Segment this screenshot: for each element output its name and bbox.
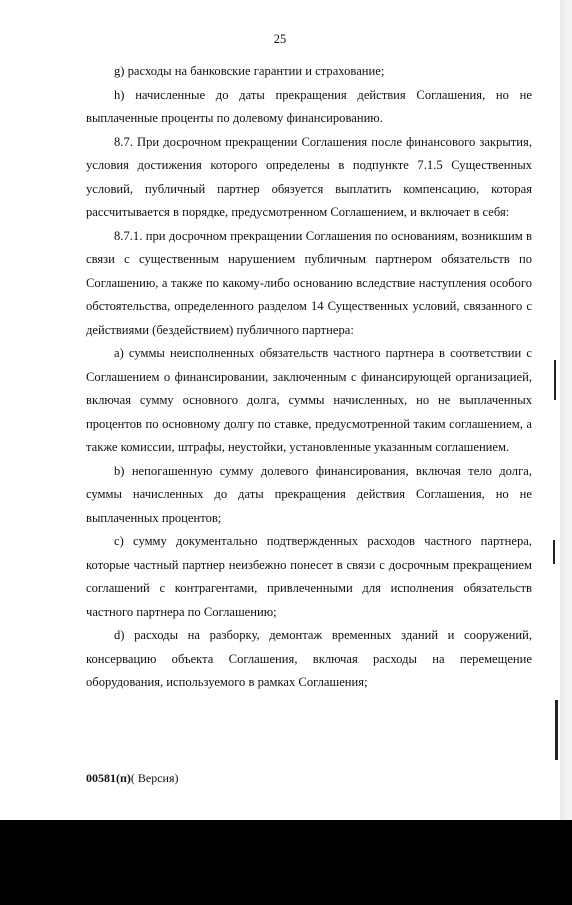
document-body [86,60,532,695]
scan-mark [553,540,555,564]
scan-mark [555,700,558,760]
paragraph-c: c) сумму документально подтвержденных расходов частного партнера, которые частный партнер неизбежно понесет в связи с досрочным прекращением соглашений с контрагентами, привлеченными для исполнения обязательств частного партнера по Соглашению; [86,534,532,619]
paragraph-8-7-1: 8.7.1. при досрочном прекращении Соглашения по основаниям, возникшим в связи с существенным нарушением публичным партнером обязательств по Соглашению, а также по какому-либо основанию вследствие наступления особого обстоятельства, определенного разделом 14 Существенных условий, связанного с действиями (бездействием) публичного партнера: [86,228,532,337]
document-footer [86,771,179,786]
paragraph-g: g) расходы на банковские гарантии и страхование; [114,64,385,78]
document-code: 00581(п) [86,771,131,785]
scan-edge [560,0,572,820]
scan-mark [554,360,556,400]
paragraph-a: а) суммы неисполненных обязательств частного партнера в соответствии с Соглашением о финансировании, заключенным с финансирующей организацией, включая сумму основного долга, суммы начисленных, но не выплаченных процентов по основному долгу по ставке, предусмотренной таким соглашением, а также комиссии, штрафы, неустойки, установленные указанным соглашением. [86,346,532,454]
paragraph-8-7: 8.7. При досрочном прекращении Соглашения после финансового закрытия, условия достижения которого определены в подпункте 7.1.5 Существенных условий, публичный партнер обязуется выплатить компенсацию, которая рассчитывается в порядке, предусмотренном Соглашением, и включает в себя: [86,134,532,219]
paragraph-b: b) непогашенную сумму долевого финансирования, включая тело долга, суммы начисленных до даты прекращения действия Соглашения, но не выплаченных процентов; [86,463,532,525]
paragraph-d: d) расходы на разборку, демонтаж временных зданий и сооружений, консервацию объекта Соглашения, включая расходы на перемещение оборудования, используемого в рамках Соглашения; [86,628,532,689]
paragraph-h: h) начисленные до даты прекращения действия Соглашения, но не выплаченные проценты по долевому финансированию. [86,87,532,125]
page-number: 25 [273,32,287,46]
document-version: ( Версия) [130,771,179,785]
